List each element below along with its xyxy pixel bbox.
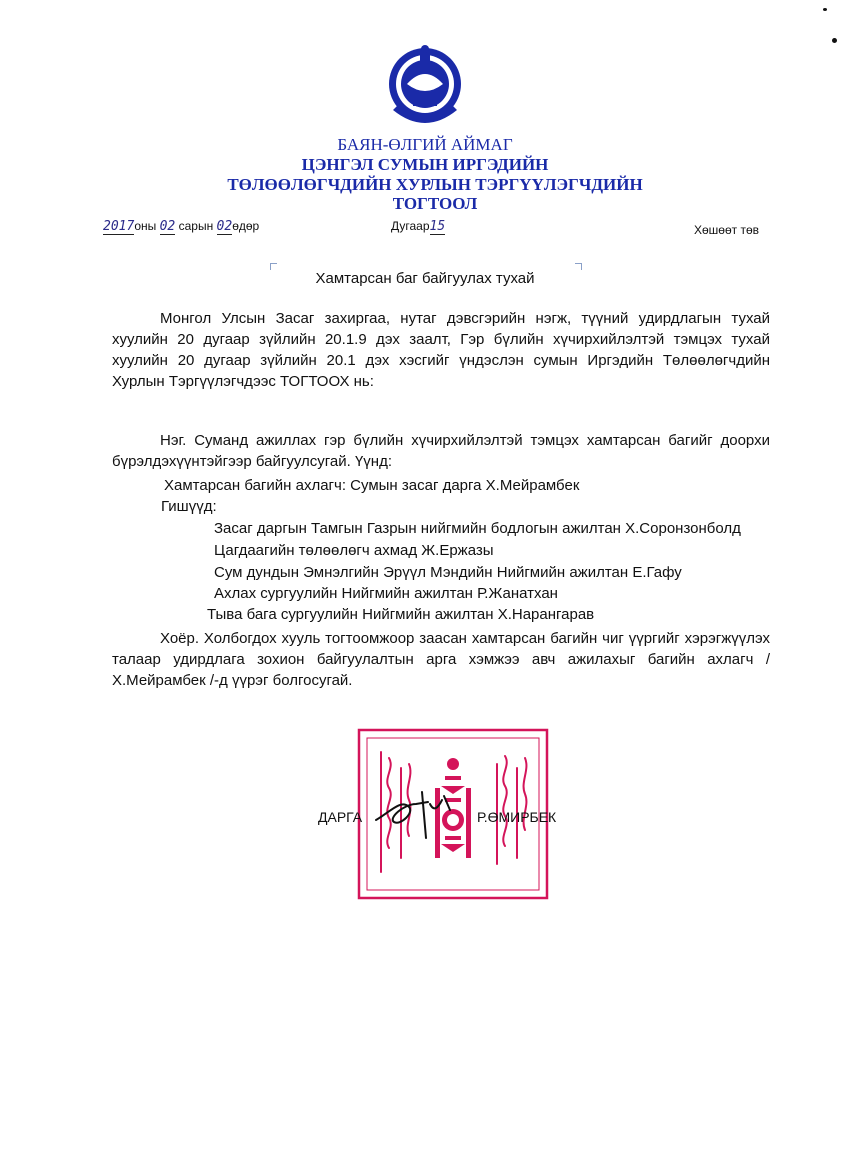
signatory-title: ДАРГА bbox=[318, 809, 363, 825]
date-year-suffix: оны bbox=[134, 219, 157, 233]
scan-speck bbox=[832, 38, 837, 43]
member-item: Засаг даргын Тамгын Газрын нийгмийн бодлогын ажилтан Х.Соронзонболд bbox=[214, 520, 741, 537]
aimag-title: БАЯН-ӨЛГИЙ АЙМАГ bbox=[337, 135, 513, 154]
document-subject: Хамтарсан баг байгуулах тухай bbox=[315, 270, 535, 287]
document-date bbox=[103, 219, 259, 235]
signatory-name: Р.ӨМИРБЕК bbox=[477, 809, 557, 825]
document-number bbox=[391, 219, 445, 235]
member-item: Ахлах сургуулийн Нийгмийн ажилтан Р.Жанатхан bbox=[214, 585, 558, 602]
number-label: Дугаар bbox=[391, 219, 430, 233]
council-title-line2: ТӨЛӨӨЛӨГЧДИЙН ХУРЛЫН ТЭРГҮҮЛЭГЧДИЙН bbox=[227, 175, 643, 194]
team-leader: Хамтарсан багийн ахлагч: Сумын засаг дарга Х.Мейрамбек bbox=[164, 477, 580, 494]
preamble-paragraph: Монгол Улсын Засаг захиргаа, нутаг дэвсгэрийн нэгж, түүний удирдлагын тухай хуулийн 20 дугаар зүйлийн 20.1.9 дэх заалт, Гэр бүлийн хүчирхийлэлтэй тэмцэх тухай хуулийн 20 дугаар зүйлийн 20.1 дэх хэсгийг үндэслэн сумын Иргэдийн Төлөөлөгчдийн Хурлын Тэргүүлэгчдээс ТОГТООХ нь: bbox=[112, 310, 770, 390]
number-value: 15 bbox=[429, 219, 446, 234]
date-day-suffix: өдөр bbox=[232, 219, 260, 233]
article-one-paragraph: Нэг. Суманд ажиллах гэр бүлийн хүчирхийлэлтэй тэмцэх хамтарсан багийг доорхи бүрэлдэхүүнтэйгээр байгуулсугай. Үүнд: bbox=[112, 432, 770, 470]
date-month-suffix: сарын bbox=[178, 219, 214, 233]
date-month: 02 bbox=[159, 219, 176, 234]
article-two-paragraph: Хоёр. Холбогдох хууль тогтоомжоор заасан хамтарсан багийн чиг үүргийг хэрэгжүүлэх талаар удирдлага зохион байгуулалтын арга хэмжээ авч ажилахыг багийн ахлагч / Х.Мейрамбек /-д үүрэг болгосугай. bbox=[112, 630, 770, 689]
member-item: Цагдаагийн төлөөлөгч ахмад Ж.Ержазы bbox=[214, 542, 494, 559]
subject-corner-right bbox=[575, 263, 582, 270]
council-title-line1: ЦЭНГЭЛ СУМЫН ИРГЭДИЙН bbox=[301, 155, 549, 174]
member-item: Тыва бага сургуулийн Нийгмийн ажилтан Х.Нарангарав bbox=[207, 606, 595, 623]
member-item: Сум дундын Эмнэлгийн Эрүүл Мэндийн Нийгмийн ажилтан Е.Гафу bbox=[214, 564, 682, 581]
members-label: Гишүүд: bbox=[161, 498, 217, 515]
document-type: ТОГТООЛ bbox=[392, 194, 478, 213]
date-year: 2017 bbox=[103, 219, 135, 234]
date-day: 02 bbox=[216, 219, 233, 234]
scan-speck bbox=[823, 8, 827, 11]
document-place: Хөшөөт төв bbox=[694, 223, 760, 237]
handwritten-signature-icon bbox=[370, 782, 460, 842]
state-emblem-icon bbox=[385, 40, 465, 136]
subject-corner-left bbox=[270, 263, 277, 270]
